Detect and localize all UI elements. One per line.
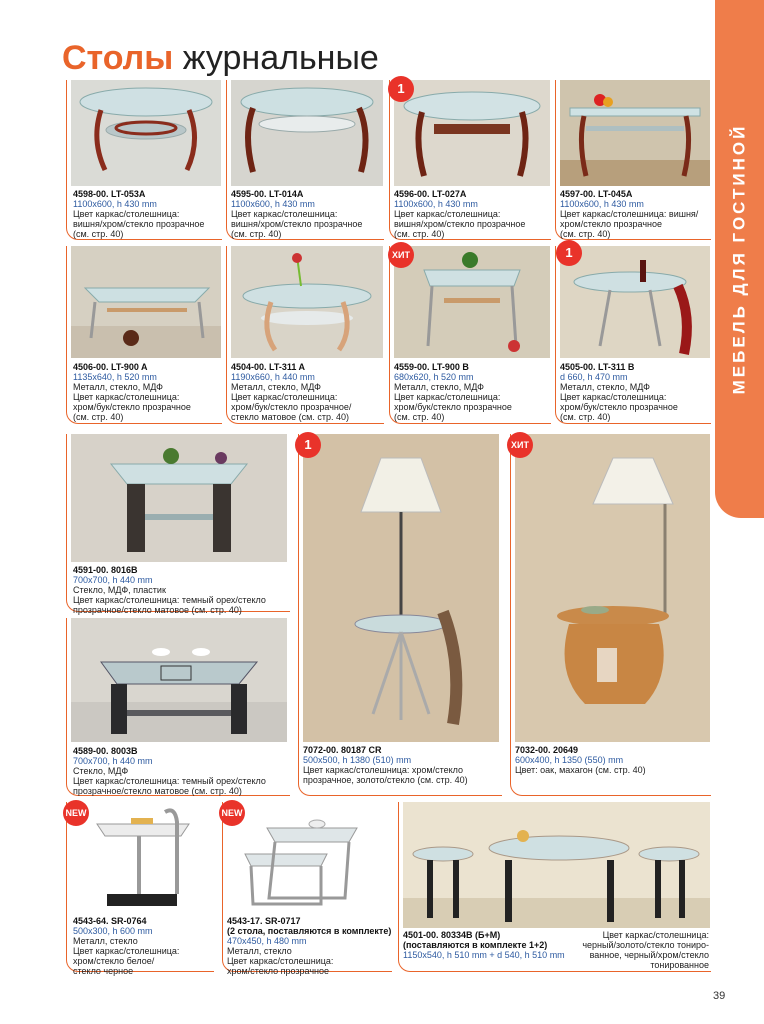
product-photo: [71, 802, 213, 912]
product-photo: [71, 246, 221, 358]
product-photo: [560, 80, 710, 186]
product-caption: 7072-00. 80187 CR 500x500, h 1380 (510) mm Цвет каркас/столешница: хром/стекло прозрачное, золото/стекло (см. стр. 40): [303, 745, 468, 785]
product-photo: [71, 618, 287, 742]
product-card[interactable]: [510, 434, 711, 796]
page-title: [62, 38, 379, 78]
product-photo: [231, 80, 383, 186]
product-card[interactable]: [65, 802, 214, 976]
product-caption: 4596-00. LT-027A 1100x600, h 430 mm Цвет каркас/столешница: вишня/хром/стекло прозрачное (см. стр. 40): [394, 189, 526, 239]
product-photo: [394, 246, 550, 358]
product-card[interactable]: [298, 434, 502, 796]
product-caption: 4591-00. 8016B 700x700, h 440 mm Стекло, МДФ, пластик Цвет каркас/столешница: темный орех/стекло прозрачное/стекло матовое (см. стр. 40): [73, 565, 266, 615]
product-card[interactable]: [398, 802, 711, 972]
title-rest: журнальные: [182, 39, 379, 77]
number-one-badge-icon: 1: [388, 76, 414, 102]
product-photo: [515, 434, 710, 742]
product-card[interactable]: [66, 246, 222, 424]
product-card[interactable]: [66, 80, 222, 240]
product-photo: [394, 80, 550, 186]
new-badge-icon: NEW: [219, 800, 245, 826]
page-number: 39: [713, 990, 726, 1002]
product-card[interactable]: [226, 80, 384, 240]
product-card[interactable]: [221, 802, 392, 976]
number-one-badge-icon: 1: [295, 432, 321, 458]
product-card[interactable]: [66, 618, 290, 796]
product-card[interactable]: [555, 246, 711, 424]
product-photo: [231, 246, 383, 358]
product-card[interactable]: [66, 434, 290, 615]
product-caption: 4506-00. LT-900 A 1135x640, h 520 mm Металл, стекло, МДФ Цвет каркас/столешница: хром/бук/стекло прозрачное (см. стр. 40): [73, 362, 191, 422]
hit-badge-icon: ХИТ: [507, 432, 533, 458]
product-caption: 4505-00. LT-311 B d 660, h 470 mm Металл, стекло, МДФ Цвет каркас/столешница: хром/бук/стекло прозрачное (см. стр. 40): [560, 362, 678, 422]
product-caption: 4598-00. LT-053A 1100x600, h 430 mm Цвет каркас/столешница: вишня/хром/стекло прозрачное (см. стр. 40): [73, 189, 205, 239]
product-card[interactable]: [226, 246, 384, 424]
product-photo: [303, 434, 499, 742]
new-badge-icon: NEW: [63, 800, 89, 826]
product-caption: 4589-00. 8003B 700x700, h 440 mm Стекло, МДФ Цвет каркас/столешница: темный орех/стекло прозрачное/стекло матовое (см. стр. 40): [73, 746, 266, 796]
hit-badge-icon: ХИТ: [388, 242, 414, 268]
section-side-tab-label: МЕБЕЛЬ ДЛЯ ГОСТИНОЙ: [729, 123, 749, 395]
product-card[interactable]: [555, 80, 711, 240]
product-photo: [71, 80, 221, 186]
product-photo: [560, 246, 710, 358]
product-card[interactable]: [389, 80, 551, 240]
title-accent: Столы: [62, 39, 174, 77]
product-caption: 4504-00. LT-311 A 1190x660, h 440 mm Металл, стекло, МДФ Цвет каркас/столешница: хром/бук/стекло прозрачное/ стекло матовое (см. стр. 40): [231, 362, 352, 422]
product-card[interactable]: [389, 246, 551, 424]
number-one-badge-icon: 1: [556, 240, 582, 266]
product-photo: [403, 802, 710, 928]
product-caption: 4501-00. 80334B (Б+М) (поставляются в комплекте 1+2) 1150x540, h 510 mm + d 540, h 510 mm: [403, 930, 565, 960]
product-caption: 4595-00. LT-014A 1100x600, h 430 mm Цвет каркас/столешница: вишня/хром/стекло прозрачное (см. стр. 40): [231, 189, 363, 239]
product-caption: 4597-00. LT-045A 1100x600, h 430 mm Цвет каркас/столешница: вишня/ хром/стекло прозрачное (см. стр. 40): [560, 189, 699, 239]
product-photo: [227, 802, 391, 912]
product-caption: 7032-00. 20649 600x400, h 1350 (550) mm Цвет: оак, махагон (см. стр. 40): [515, 745, 646, 775]
product-caption: 4559-00. LT-900 B 680x620, h 520 mm Металл, стекло, МДФ Цвет каркас/столешница: хром/бук/стекло прозрачное (см. стр. 40): [394, 362, 512, 422]
product-photo: [71, 434, 287, 562]
product-caption-colors: Цвет каркас/столешница: черный/золото/стекло тониро- ванное, черный/хром/стекло тонированное: [582, 930, 709, 970]
section-side-tab: [715, 0, 764, 518]
product-caption: 4543-64. SR-0764 500x300, h 600 mm Металл, стекло Цвет каркас/столешница: хром/стекло белое/ стекло черное: [73, 916, 180, 976]
product-caption: 4543-17. SR-0717 (2 стола, поставляются в комплекте) 470x450, h 480 mm Металл, стекло Цвет каркас/столешница: хром/стекло прозрачное: [227, 916, 392, 976]
